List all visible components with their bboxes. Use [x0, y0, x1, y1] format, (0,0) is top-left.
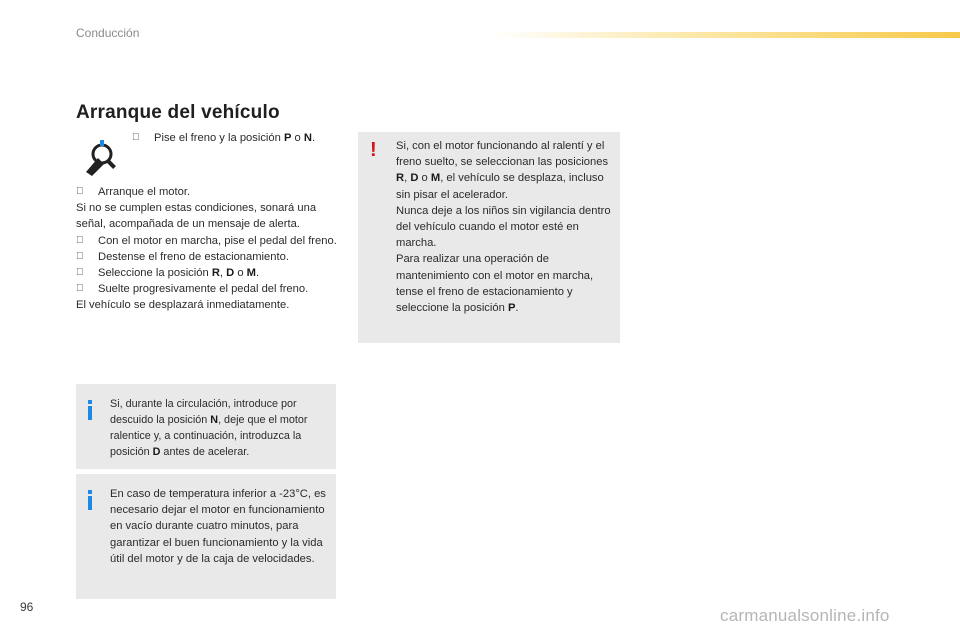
gear-d: D	[410, 172, 419, 185]
comma: ,	[404, 172, 411, 185]
checkbox-bullet-icon	[76, 265, 84, 281]
gear-m: M	[430, 172, 441, 185]
warning-paragraph-2: Nunca deje a los niños sin vigilancia dentro del vehículo cuando el motor esté en marcha.	[396, 204, 611, 250]
page-number: 96	[20, 600, 34, 614]
gear-r: R	[211, 267, 220, 280]
warning-paragraph-3	[396, 251, 612, 316]
or-text: o	[234, 267, 247, 280]
or-text: o	[418, 172, 431, 185]
step-note: Si no se cumplen estas condiciones, sonará una señal, acompañada de un mensaje de alerta.	[76, 202, 317, 231]
gear-r: R	[396, 172, 405, 185]
intro-step-text: Pise el freno y la posición	[154, 132, 284, 144]
list-item	[76, 233, 338, 249]
end-dot: .	[311, 132, 316, 144]
warning-pre: Si, con el motor funcionando al ralentí y el freno suelto, se seleccionan las posiciones	[396, 140, 609, 169]
list-item	[76, 265, 338, 281]
checkbox-bullet-icon	[76, 249, 84, 265]
gear-d: D	[226, 267, 235, 280]
page-title: Arranque del vehículo	[76, 102, 280, 123]
gear-p: P	[507, 302, 516, 315]
steering-wheel-icon	[80, 138, 120, 178]
step-select-text: Seleccione la posición	[98, 267, 212, 280]
step-start-text: Arranque el motor.	[98, 186, 191, 198]
warning-icon: !	[370, 139, 377, 161]
step-release-text: Suelte progresivamente el pedal del freno.	[98, 283, 309, 296]
warning-body	[396, 138, 612, 316]
end-dot: .	[515, 302, 519, 315]
or-text: o	[291, 132, 304, 144]
end-dot: .	[256, 267, 260, 280]
list-item	[76, 184, 338, 200]
comma: ,	[219, 267, 227, 280]
gear-n: N	[210, 414, 219, 426]
list-item	[132, 130, 352, 146]
watermark: carmanualsonline.info	[720, 606, 890, 625]
list-item	[76, 249, 338, 265]
checkbox-bullet-icon	[76, 184, 84, 200]
info-box-temperature	[76, 474, 336, 599]
start-steps	[76, 184, 338, 314]
section-header: Conducción	[76, 26, 140, 40]
gear-n: N	[303, 132, 312, 144]
warning-mid: , el vehículo se desplaza, incluso sin pisar el acelerador.	[396, 172, 604, 201]
info-icon	[86, 400, 94, 420]
warning-paragraph-1	[396, 138, 612, 203]
header-accent-bar	[490, 32, 960, 38]
warning-box	[358, 132, 620, 343]
info-body-temperature: En caso de temperatura inferior a -23°C, es necesario dejar el motor en funcionamiento en vacío durante cuatro minutos, para garantizar el buen funcionamiento y la vida útil del motor y de la caja de velocidades.	[110, 488, 326, 565]
info-icon	[86, 490, 94, 510]
gear-m: M	[246, 267, 256, 280]
step-brake-text: Con el motor en marcha, pise el pedal del freno.	[98, 234, 337, 247]
gear-d: D	[152, 446, 161, 458]
intro-step	[132, 130, 352, 146]
list-item	[76, 281, 338, 297]
info1-pre: Si, durante la circulación, introduce por descuido la posición	[110, 398, 297, 426]
step-result: El vehículo se desplazará inmediatamente.	[76, 299, 290, 312]
info-box-neutral	[76, 384, 336, 469]
step-handbrake-text: Destense el freno de estacionamiento.	[98, 250, 289, 263]
info1-post: antes de acelerar.	[160, 446, 250, 458]
gear-p: P	[283, 132, 292, 144]
info-body-neutral	[110, 396, 328, 460]
checkbox-bullet-icon	[76, 281, 84, 297]
warning-p3-pre: Para realizar una operación de mantenimiento con el motor en marcha, tense el freno de estacionamiento y seleccione la posición	[396, 253, 594, 315]
checkbox-bullet-icon	[76, 233, 84, 249]
info1-mid: , deje que el motor ralentice y, a continuación, introduzca la posición	[110, 414, 308, 458]
checkbox-bullet-icon	[132, 130, 140, 146]
